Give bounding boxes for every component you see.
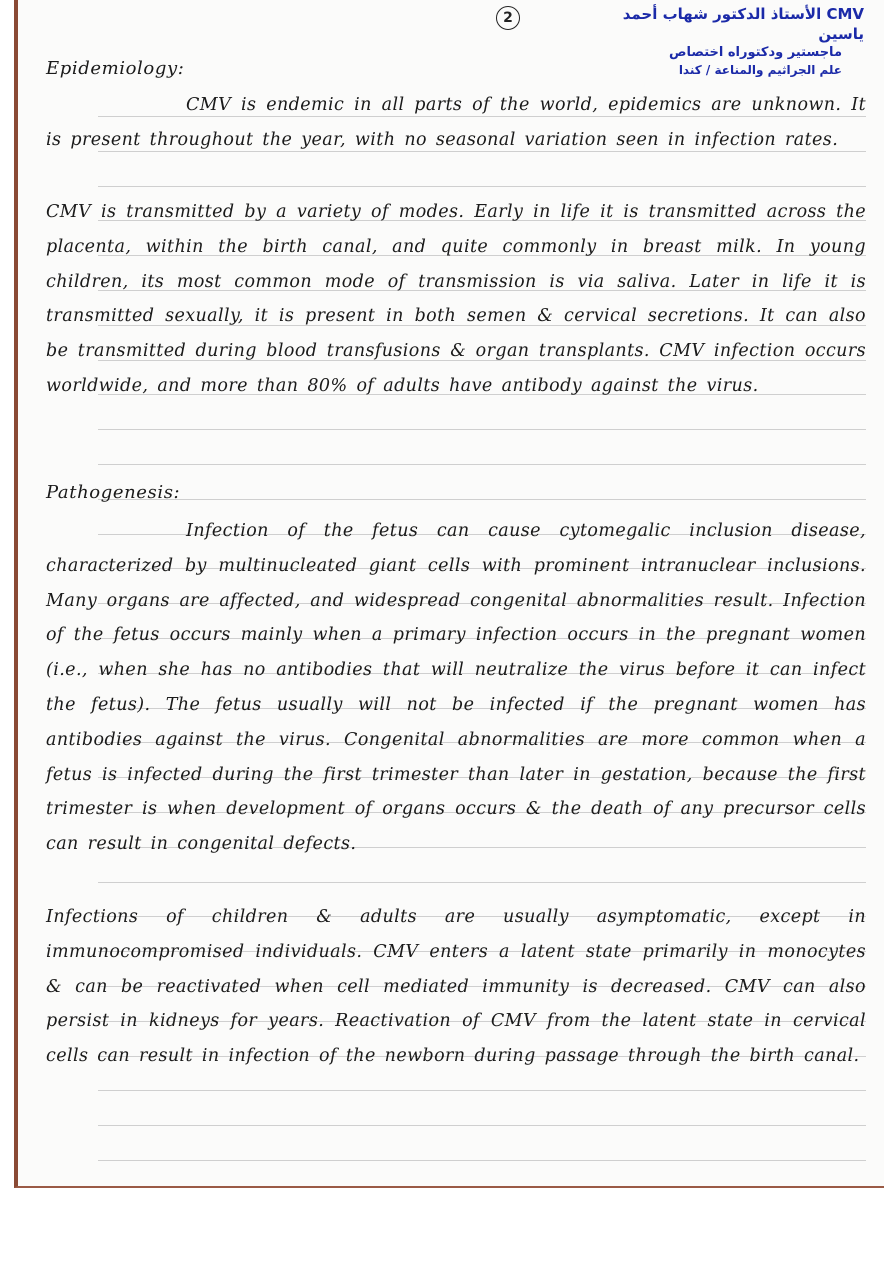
stamp-line-3: علم الجراثيم والمناعة / كندا — [678, 63, 842, 77]
ruled-line — [98, 1090, 866, 1091]
epidemiology-paragraph-2: CMV is transmitted by a variety of modes. Early in life it is transmitted across the placenta, within the birth canal, and quite commonly in breast milk. In young children, its most common mode of transmission is via saliva. Later in life it is transmitted sexually, it is present in both semen & cervical secretions. It can also be transmitted during blood transfusions & organ transplants. CMV infection occurs worldwide, and more than 80% of adults have antibody against the virus. — [46, 202, 866, 396]
pathogenesis-paragraph-2: Infections of children & adults are usually asymptomatic, except in immunocompromised individuals. CMV enters a latent state primarily in monocytes & can be reactivated when cell mediated immunity is decreased. CMV can also persist in kidneys for years. Reactivation of CMV from the latent state in cervical cells can result in infection of the newborn during passage through the birth canal. — [46, 907, 866, 1067]
page-number-circle: 2 — [496, 6, 520, 30]
ruled-line — [98, 882, 866, 883]
ruled-line — [98, 464, 866, 465]
pathogenesis-paragraph-1: Infection of the fetus can cause cytomegalic inclusion disease, characterized by multinucleated giant cells with prominent intranuclear inclusions. Many organs are affected, and widespread congenital abnormalities result. Infection of the fetus occurs mainly when a primary infection occurs in the pregnant women (i.e., when she has no antibodies that will neutralize the virus before it can infect the fetus). The fetus usually will not be infected if the pregnant women has antibodies against the virus. Congenital abnormalities are more common when a fetus is infected during the first trimester than later in gestation, because the first trimester is when development of organs occurs & the death of any precursor cells can result in congenital defects. — [46, 521, 866, 855]
pathogenesis-heading: Pathogenesis: — [46, 482, 181, 503]
notebook-page — [14, 0, 884, 1188]
stamp-line-2: ماجستير ودكتوراه اختصاص — [669, 45, 842, 60]
ruled-line — [98, 429, 866, 430]
ruled-line — [98, 1125, 866, 1126]
ruled-line — [98, 1160, 866, 1161]
epidemiology-paragraph-1: CMV is endemic in all parts of the world, epidemics are unknown. It is present throughout the year, with no seasonal variation seen in infection rates. — [46, 95, 866, 150]
stamp-line-1: CMV الأستاذ الدكتور شهاب أحمد ياسين — [622, 5, 864, 43]
epidemiology-heading: Epidemiology: — [46, 58, 185, 79]
ruled-line — [98, 186, 866, 187]
